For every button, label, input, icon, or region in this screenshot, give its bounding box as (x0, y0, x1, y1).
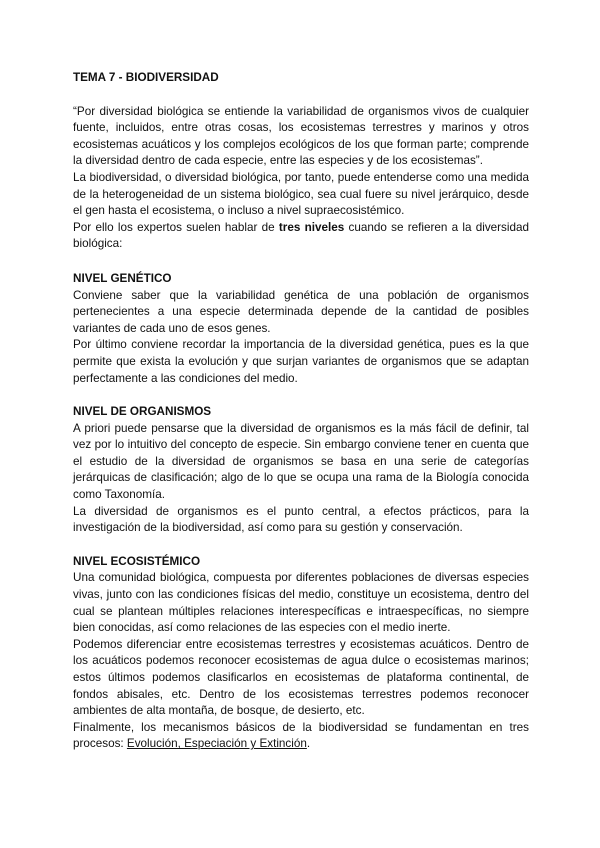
eco-p3-underlined-processes: Evolución, Especiación y Extinción (126, 737, 307, 751)
organismos-paragraph-1: A priori puede pensarse que la diversidad de organismos es la más fácil de definir, tal vez por lo intuitivo del concepto de especie. Sin embargo conviene tener en cuenta que el estudio de la diversidad de organismos se basa en una serie de categorías jerárquicas de clasificación; algo de lo que se ocupa una rama de la Biología conocida como Taxonomía. (73, 421, 529, 502)
section-heading-organismos: NIVEL DE ORGANISMOS (73, 405, 212, 419)
intro-p3-before: Por ello los expertos suelen hablar de (73, 220, 279, 234)
intro-paragraph-2: La biodiversidad, o diversidad biológica, por tanto, puede entenderse como una medida de la heterogeneidad de un sistema biológico, sea cual fuere su nivel jerárquico, desde el gen hasta el ecosistema, o incluso a nivel supraecosistémico. (73, 170, 529, 218)
ecosistemico-paragraph-1: Una comunidad biológica, compuesta por diferentes poblaciones de diversas especies vivas, junto con las condiciones físicas del medio, constituye un ecosistema, dentro del cual se plantean múltiples relaciones interespecíficas e intraespecíficas, no siempre bien conocidas, así como relaciones de las especies con el medio inerte. (73, 571, 529, 635)
organismos-paragraph-2: La diversidad de organismos es el punto central, a efectos prácticos, para la investigación de la biodiversidad, así como para su gestión y conservación. (73, 504, 529, 535)
intro-paragraph-3 (73, 220, 529, 253)
section-heading-ecosistemico: NIVEL ECOSISTÉMICO (73, 554, 201, 568)
genetico-paragraph-1: Conviene saber que la variabilidad genética de una población de organismos pertenecientes a una especie determinada depende de la cantidad de posibles variantes de cada uno de esos genes. (73, 288, 529, 335)
intro-p3-after: cuando se refieren a la diversidad biológica: (73, 220, 529, 251)
intro-quote: “Por diversidad biológica se entiende la variabilidad de organismos vivos de cualquier fuente, incluidos, entre otras cosas, los ecosistemas terrestres y marinos y otros ecosistemas acuáticos y los complejos ecológicos de los que forman parte; comprende la diversidad dentro de cada especie, entre las especies y de los ecosistemas”. (73, 104, 529, 168)
ecosistemico-paragraph-3 (73, 720, 529, 753)
section-heading-genetico: NIVEL GENÉTICO (73, 271, 172, 285)
intro-p3-bold: tres niveles (278, 220, 345, 234)
eco-p3-before: Finalmente, los mecanismos básicos de la biodiversidad se fundamentan en tres procesos: (73, 720, 529, 751)
genetico-paragraph-2: Por último conviene recordar la importancia de la diversidad genética, pues es la que permite que exista la evolución y que surjan variantes de organismos que se adaptan perfectamente a las condiciones del medio. (73, 338, 529, 385)
eco-p3-after: . (306, 737, 311, 751)
ecosistemico-paragraph-2: Podemos diferenciar entre ecosistemas terrestres y ecosistemas acuáticos. Dentro de los acuáticos podemos reconocer ecosistemas de agua dulce o ecosistemas marinos; estos últimos podemos clasificarlos en ecosistemas de plataforma continental, de fondos abisales, etc. Dentro de los ecosistemas terrestres podemos reconocer ambientes de alta montaña, de bosque, de desierto, etc. (73, 637, 529, 718)
document-title: TEMA 7 - BIODIVERSIDAD (73, 71, 219, 84)
document-page (73, 70, 529, 753)
